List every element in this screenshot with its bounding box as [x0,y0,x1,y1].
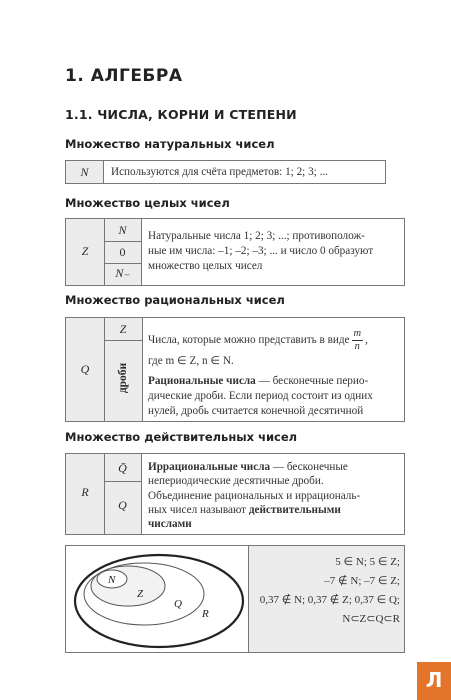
reals-line-2: непериодические десятичные дроби. [148,475,324,487]
reals-line-4: ных чисел называют действительными [148,504,341,516]
rationals-definition-line-3: нулей, дробь считается конечной десятичной [148,405,364,417]
sets-diagram-box [65,545,405,653]
rationals-line-2: где m ∈ Z, n ∈ N. [148,355,234,367]
fraction-m-over-n: $\frac{m}{n}$ [353,328,362,352]
rationals-symbol: Q [80,362,90,376]
rationals-definition-line-2: дические дроби. Если период состоит из одних [148,390,373,402]
reals-part-rational: Q [118,498,127,512]
rationals-bold-term: Рациональные числа [148,375,256,387]
label-r: R [202,608,209,620]
rationals-table [65,317,405,422]
integers-line-2: ные им числа: –1; –2; –3; ... и число 0 образуют [148,245,374,257]
relation-1: 5 ∈ N; 5 ∈ Z; [335,556,400,568]
relation-3: 0,37 ∉ N; 0,37 ∉ Z; 0,37 ∈ Q; [259,594,400,606]
relation-4: N⊂Z⊂Q⊂R [342,613,400,625]
reals-line-5: числами [148,518,192,530]
publisher-logo: Л [417,662,451,700]
euler-diagram [66,546,248,652]
integers-part-natural: N [118,223,127,237]
reals-heading: Множество действительных чисел [65,430,298,444]
reals-bold-term: Иррациональные числа [148,461,271,473]
natural-symbol: N [80,165,89,179]
label-q: Q [174,598,182,610]
label-n: N [108,574,116,586]
relation-2: –7 ∉ N; –7 ∈ Z; [324,575,400,587]
section-title: 1.1. ЧИСЛА, КОРНИ И СТЕПЕНИ [65,107,297,122]
label-z: Z [137,588,144,600]
reals-line-3: Объединение рациональных и иррациональ- [148,490,361,502]
rationals-part-integers: Z [119,322,127,336]
reals-line-1: Иррациональные числа — бесконечные [148,461,348,473]
reals-table [65,453,405,535]
chapter-title: 1. АЛГЕБРА [65,66,183,86]
reals-part-irrational: Q̄ [118,461,127,475]
integers-symbol: Z [81,244,89,258]
reals-symbol: R [81,485,89,499]
integers-line-1: Натуральные числа 1; 2; 3; ...; противополож- [148,230,365,242]
integers-part-negative: N₋ [115,266,130,280]
rationals-heading: Множество рациональных чисел [65,293,285,307]
natural-text: Используются для счёта предметов: 1; 2; 3; ... [111,166,328,178]
integers-line-3: множество целых чисел [148,260,263,272]
integers-part-zero: 0 [119,245,126,259]
rationals-line-1: Числа, которые можно представить в виде $\frac{m}{n}$ , [148,328,368,352]
natural-table [65,160,386,184]
integers-heading: Множество целых чисел [65,196,230,210]
rationals-part-fractions: дроби [117,362,129,394]
natural-heading: Множество натуральных чисел [65,137,275,151]
integers-table [65,218,405,286]
rationals-definition-line-1: Рациональные числа — бесконечные перио- [148,375,369,387]
